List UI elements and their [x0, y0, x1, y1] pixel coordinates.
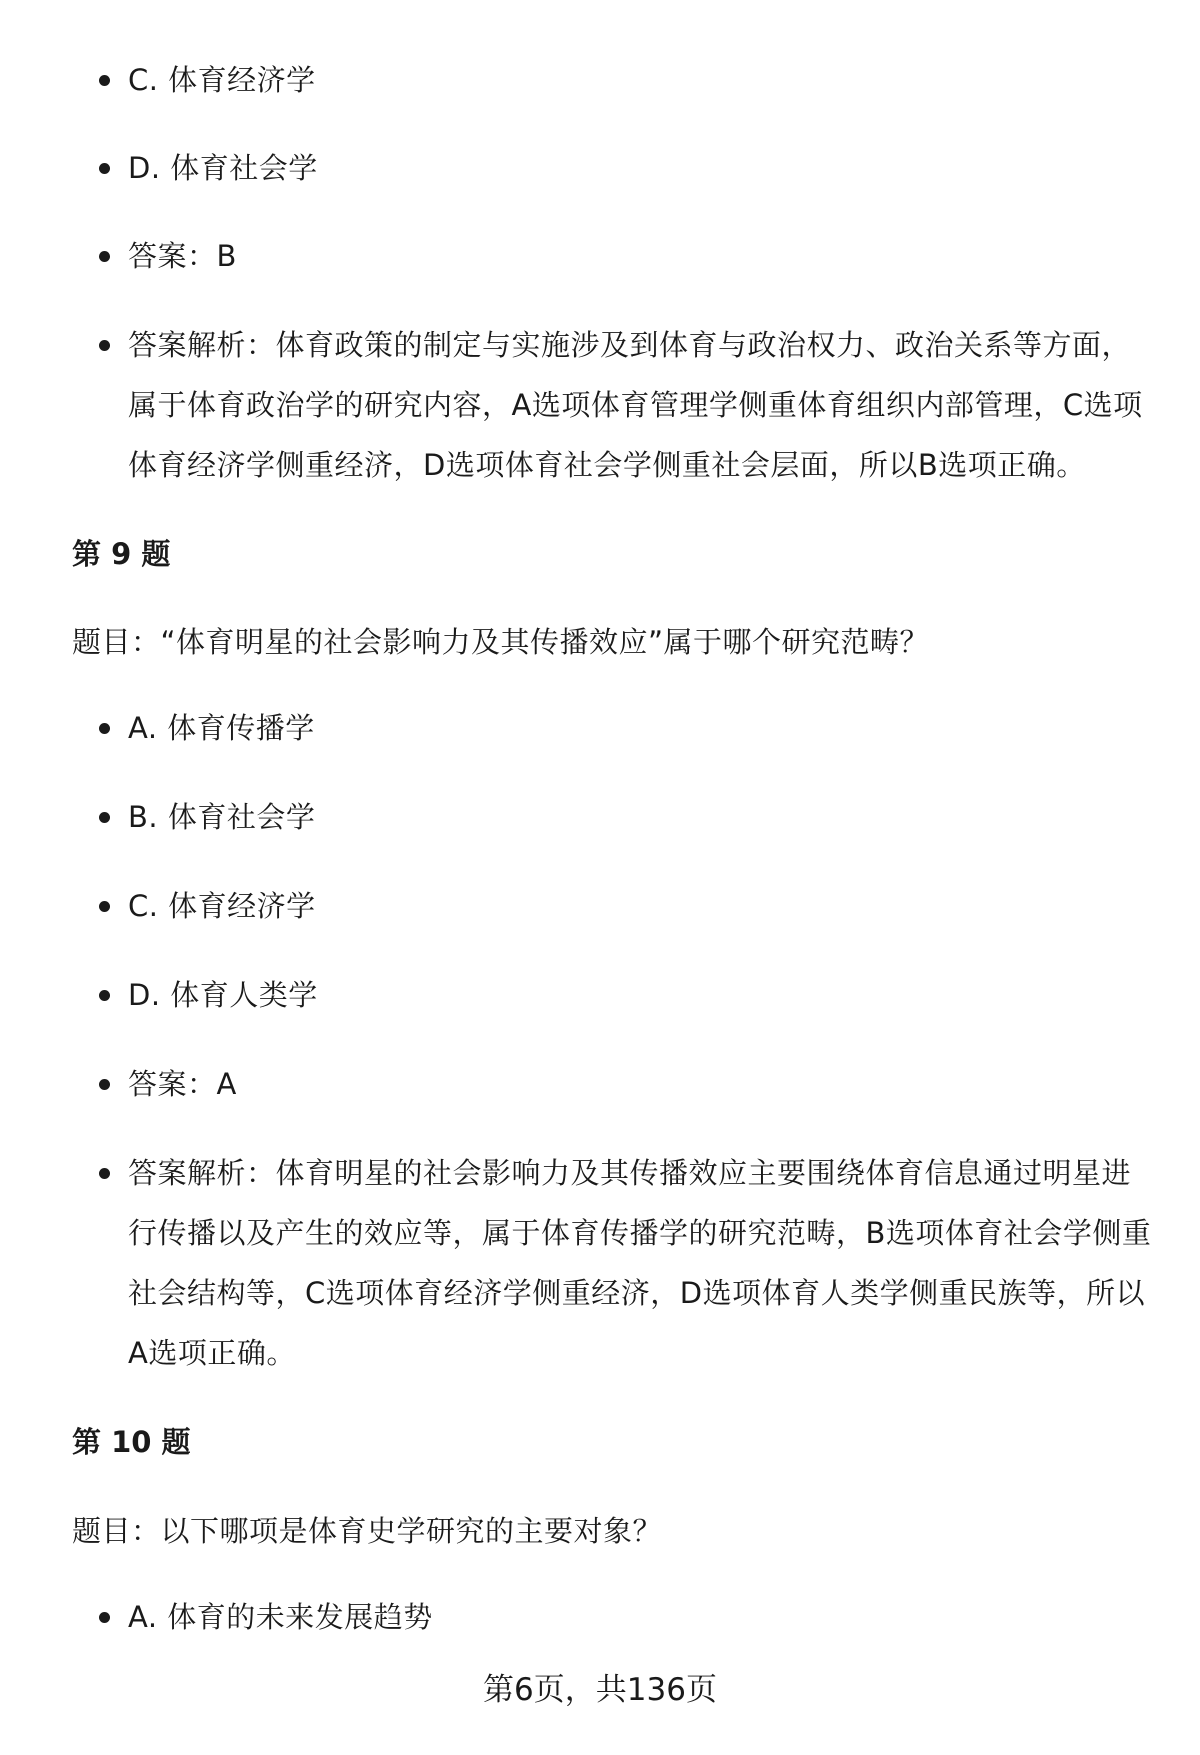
question-10-text: 题目：以下哪项是体育史学研究的主要对象？	[72, 1514, 663, 1548]
question-9-heading: 第 9 题	[72, 537, 171, 571]
option-b: B. 体育社会学	[128, 787, 1158, 847]
question-9-text: 题目：“体育明星的社会影响力及其传播效应”属于哪个研究范畴？	[72, 625, 930, 659]
option-c: C. 体育经济学	[128, 50, 1158, 110]
option-d: D. 体育人类学	[128, 965, 1158, 1025]
page-number: 第6页，共136页	[483, 1672, 717, 1708]
option-a: A. 体育传播学	[128, 698, 1158, 758]
option-c: C. 体育经济学	[128, 876, 1158, 936]
option-a: A. 体育的未来发展趋势	[128, 1587, 1158, 1647]
answer-explanation: 答案解析：体育政策的制定与实施涉及到体育与政治权力、政治关系等方面，属于体育政治学的研究内容，A选项体育管理学侧重体育组织内部管理，C选项体育经济学侧重经济，D选项体育社会学侧重社会层面，所以B选项正确。	[128, 315, 1158, 495]
question-10-heading: 第 10 题	[72, 1425, 191, 1459]
option-d: D. 体育社会学	[128, 138, 1158, 198]
answer: 答案：B	[128, 226, 1158, 286]
answer: 答案：A	[128, 1054, 1158, 1114]
answer-explanation: 答案解析：体育明星的社会影响力及其传播效应主要围绕体育信息通过明星进行传播以及产生的效应等，属于体育传播学的研究范畴，B选项体育社会学侧重社会结构等，C选项体育经济学侧重经济，D选项体育人类学侧重民族等，所以A选项正确。	[128, 1143, 1158, 1383]
